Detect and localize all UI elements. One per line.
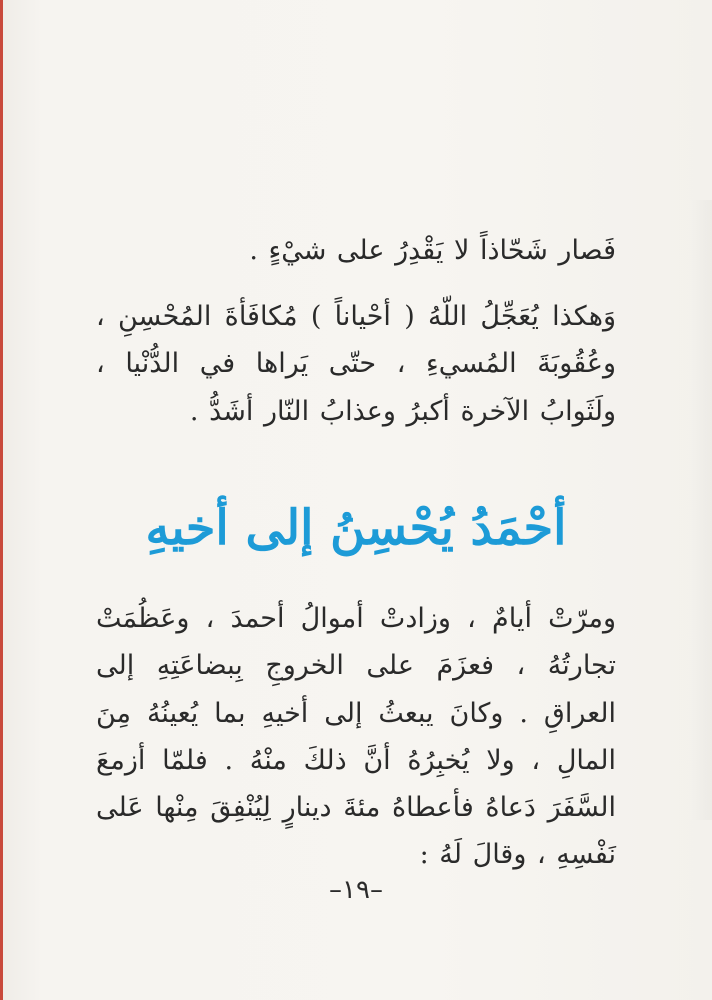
paragraph-3: ومرّتْ أيامٌ ، وزادتْ أموالُ أحمدَ ، وعَظُمَتْ تجارتُهُ ، فعزَمَ على الخروجِ بِبضاعَتِهِ إلى العراقِ . وكانَ يبعثُ إلى أخيهِ بما يُعينُهُ مِنَ المالِ ، ولا يُخبِرُهُ أنَّ ذلكَ منْهُ . فلمّا أزمعَ السَّفَرَ دَعاهُ فأعطاهُ مئةَ دينارٍ لِيُنْفِقَ مِنْها عَلى نَفْسِهِ ، وقالَ لَهُ : — [96, 603, 616, 871]
section-heading: أحْمَدُ يُحْسِنُ إلى أخيهِ — [145, 500, 567, 557]
page-edge-stripe — [0, 0, 3, 1000]
paragraph-1: فَصار شَحّاذاً لا يَقْدِرُ على شيْءٍ . — [249, 235, 616, 266]
paragraph-2: وَهكذا يُعَجِّلُ اللّهُ ( أحْياناً ) مُكافَأةَ المُحْسِنِ ، وعُقُوبَةَ المُسيءِ ، حتّى يَراها في الدُّنْيا ، ولَثَوابُ الآخرة أكبرُ وعذابُ النّار أشَدُّ . — [96, 301, 616, 427]
page-shadow — [690, 200, 712, 820]
page-number: –١٩– — [329, 875, 383, 905]
